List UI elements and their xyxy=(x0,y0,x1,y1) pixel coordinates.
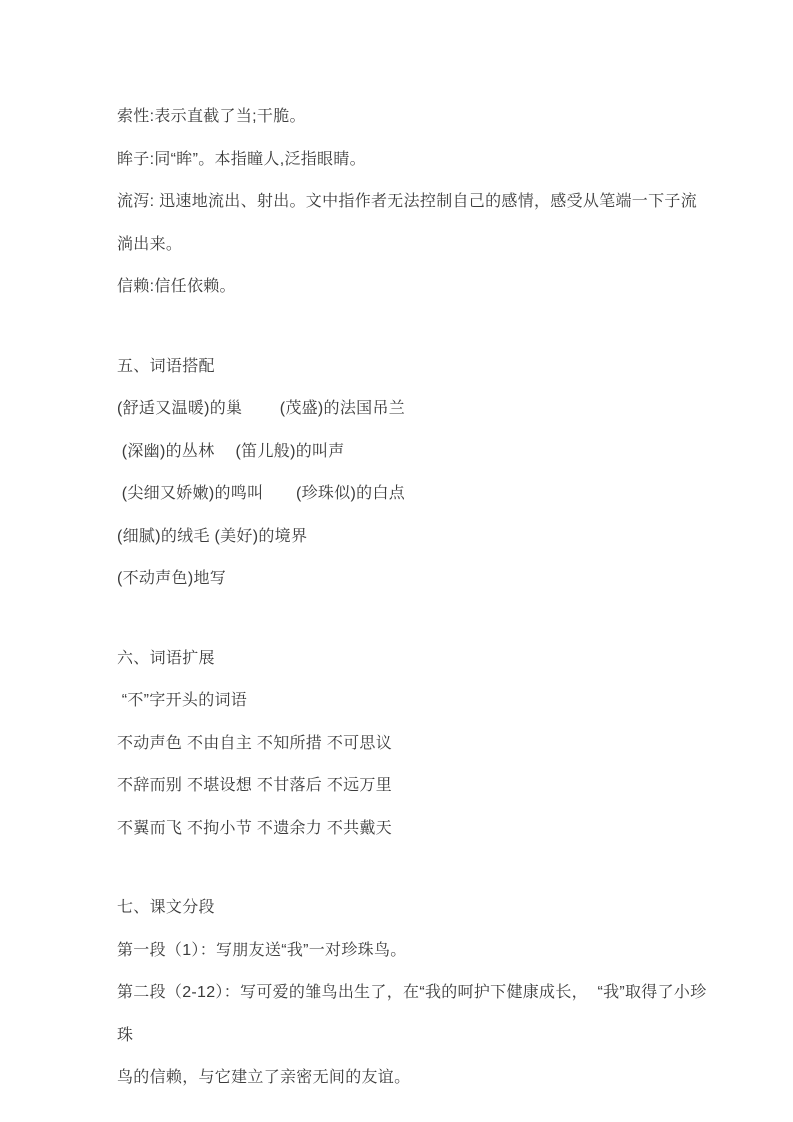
section-heading-passage-segmentation: 七、课文分段 xyxy=(117,899,215,916)
word-matching-line: (舒适又温暖)的巢 (茂盛)的法国吊兰 xyxy=(117,400,406,417)
segment-two-line-2: 鸟的信赖，与它建立了亲密无间的友谊。 xyxy=(117,1069,411,1086)
word-expansion-subtitle: “不”字开头的词语 xyxy=(117,692,248,709)
word-matching-line: (深幽)的丛林 (笛儿般)的叫声 xyxy=(117,442,345,460)
word-expansion-line: 不动声色 不由自主 不知所措 不可思议 xyxy=(117,734,393,752)
segment-two-line-1: 第二段（2-12）：写可爱的雏鸟出生了，在“我的呵护下健康成长， “我”取得了小珍珠 xyxy=(117,984,707,1044)
section-word-expansion xyxy=(117,638,713,851)
word-expansion-line: 不翼而飞 不拘小节 不遗余力 不共戴天 xyxy=(117,819,393,837)
definition-xinlai: 信赖:信任依赖。 xyxy=(117,278,236,295)
definition-liuxie: 流泻: 迅速地流出、射出。文中指作者无法控制自己的感情，感受从笔端一下子流淌出来。 xyxy=(117,193,697,253)
section-heading-word-expansion: 六、词语扩展 xyxy=(117,649,215,667)
definitions-block xyxy=(117,96,713,309)
word-matching-line: (不动声色)地写 xyxy=(117,570,227,587)
definition-suoxing: 索性:表示直截了当;干脆。 xyxy=(117,108,306,125)
section-word-matching xyxy=(117,346,713,601)
word-matching-line: (细腻)的绒毛 (美好)的境界 xyxy=(117,527,308,545)
definition-mouzi: 眸子:同“眸”。本指瞳人,泛指眼睛。 xyxy=(117,150,366,168)
section-heading-word-matching: 五、词语搭配 xyxy=(117,357,215,375)
section-passage-segmentation xyxy=(117,887,713,1100)
segment-one-line: 第一段（1）：写朋友送“我”一对珍珠鸟。 xyxy=(117,941,407,959)
word-matching-line: (尖细又娇嫩)的鸣叫 (珍珠似)的白点 xyxy=(117,485,406,502)
word-expansion-line: 不辞而别 不堪设想 不甘落后 不远万里 xyxy=(117,777,393,794)
